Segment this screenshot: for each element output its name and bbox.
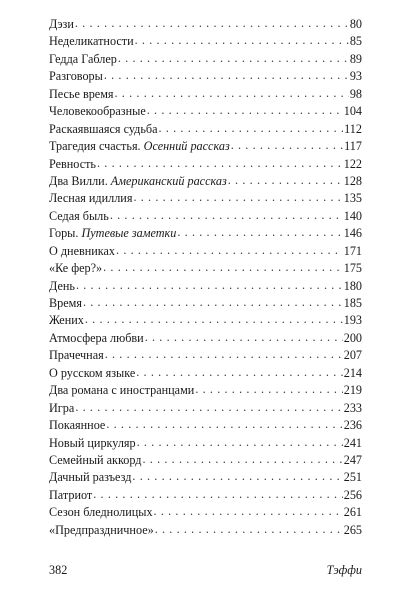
dot-leader: [155, 521, 343, 538]
toc-entry: [49, 347, 362, 364]
toc-entry-title-text: Песье время: [49, 86, 114, 101]
toc-entry-title: [49, 173, 227, 190]
toc-entry-page: 146: [343, 226, 362, 241]
dot-leader: [97, 155, 343, 172]
toc-entry-page: 122: [343, 156, 362, 171]
dot-leader: [118, 50, 349, 67]
toc-entry-title: [49, 522, 154, 539]
toc-entry: [49, 400, 362, 417]
toc-entry-title-text: Дачный разъезд: [49, 470, 132, 485]
toc-entry-page: 140: [343, 208, 362, 223]
toc-entry-page: 200: [343, 330, 362, 345]
dot-leader: [135, 32, 349, 49]
toc-entry-page: 261: [343, 505, 362, 520]
toc-entry-title: [49, 278, 75, 295]
dot-leader: [106, 416, 342, 433]
toc-entry-page: 104: [343, 104, 362, 119]
toc-entry-title: [49, 86, 114, 103]
page-number: 382: [49, 563, 68, 577]
toc-entry: [49, 190, 362, 207]
toc-entry-title-text: Седая быль: [49, 208, 109, 223]
toc-entry-page: 207: [343, 348, 362, 363]
toc-entry-page: 256: [343, 487, 362, 502]
toc-entry-title: [49, 400, 74, 417]
toc-entry-subtitle: Осенний рассказ: [143, 139, 230, 154]
dot-leader: [75, 399, 342, 416]
toc-entry-title-text: Игра: [49, 400, 75, 415]
toc-entry-title-text: Человекообразные: [49, 104, 146, 119]
toc-entry: [49, 173, 362, 190]
toc-entry: [49, 208, 362, 225]
running-author: Тэффи: [326, 563, 362, 577]
toc-entry-page: 128: [343, 173, 362, 188]
toc-entry-page: 219: [343, 383, 362, 398]
toc-entry-title-text: Два Вилли.: [49, 173, 111, 188]
dot-leader: [142, 451, 342, 468]
dot-leader: [110, 207, 343, 224]
toc-entry-title: [49, 452, 141, 469]
toc-entry: [49, 260, 362, 277]
toc-entry-title-text: Время: [49, 296, 82, 310]
toc-entry: [49, 312, 362, 329]
dot-leader: [159, 120, 344, 137]
toc-entry-page: 247: [343, 452, 362, 467]
dot-leader: [105, 346, 343, 363]
dot-leader: [132, 468, 342, 485]
toc-entry-title-text: Новый циркуляр: [49, 435, 136, 450]
dot-leader: [93, 486, 342, 503]
toc-entry-title-text: Лесная идиллия: [49, 191, 133, 206]
toc-entry-page: 98: [349, 86, 362, 101]
toc-entry-page: 117: [344, 139, 362, 154]
toc-entry-page: 93: [349, 69, 362, 84]
toc-entry: [49, 295, 362, 312]
toc-entry-title: [49, 103, 146, 120]
toc-entry-page: 80: [349, 17, 362, 31]
toc-entry-title: [49, 365, 135, 382]
toc-entry-title: [49, 51, 117, 68]
toc-entry-page: 233: [343, 400, 362, 415]
toc-entry-page: 135: [343, 191, 362, 206]
dot-leader: [133, 189, 342, 206]
dot-leader: [103, 259, 343, 276]
toc-entry: [49, 138, 362, 155]
toc-entry: [49, 435, 362, 452]
toc-entry: [49, 417, 362, 434]
toc-entry-title-text: Горы.: [49, 226, 82, 241]
toc-entry: [49, 103, 362, 120]
toc-entry-title: [49, 33, 134, 50]
table-of-contents: [49, 16, 362, 539]
toc-entry-title-text: День: [49, 278, 75, 293]
toc-entry-page: 251: [343, 470, 362, 485]
toc-entry-title: [49, 382, 194, 399]
toc-entry-title: [49, 312, 84, 329]
toc-entry-page: 214: [343, 365, 362, 380]
toc-entry-title-text: О русском языке: [49, 365, 136, 380]
toc-entry: [49, 504, 362, 521]
dot-leader: [136, 364, 342, 381]
dot-leader: [85, 311, 343, 328]
toc-entry-title-text: «Ке фер?»: [49, 261, 103, 276]
toc-entry-page: 241: [343, 435, 362, 450]
dot-leader: [75, 15, 349, 32]
toc-entry-title-text: О дневниках: [49, 243, 116, 258]
toc-entry-page: 112: [344, 121, 362, 136]
toc-entry-title: [49, 190, 132, 207]
toc-entry-title-text: Гедда Габлер: [49, 51, 117, 66]
toc-entry-title-text: Атмосфера любви: [49, 330, 144, 345]
toc-entry: [49, 16, 362, 33]
toc-entry: [49, 365, 362, 382]
toc-entry-title: [49, 138, 230, 155]
toc-entry: [49, 382, 362, 399]
page-footer: [49, 563, 362, 578]
toc-entry-page: 265: [343, 522, 362, 537]
dot-leader: [137, 434, 343, 451]
toc-entry: [49, 121, 362, 138]
toc-entry-title: [49, 225, 176, 242]
toc-entry-title-text: Прачечная: [49, 348, 104, 363]
toc-entry-title-text: Ревность: [49, 156, 96, 171]
toc-entry: [49, 68, 362, 85]
dot-leader: [195, 381, 342, 398]
toc-entry: [49, 522, 362, 539]
toc-entry-title: [49, 469, 131, 486]
dot-leader: [83, 294, 343, 311]
dot-leader: [115, 85, 349, 102]
toc-entry-title-text: Неделикатности: [49, 34, 134, 49]
toc-entry-title-text: «Предпраздничное»: [49, 522, 154, 537]
toc-entry-subtitle: Путевые заметки: [81, 226, 177, 241]
toc-entry-page: 171: [343, 243, 362, 258]
toc-entry-page: 193: [343, 313, 362, 328]
toc-entry-page: 85: [349, 34, 362, 49]
toc-entry: [49, 452, 362, 469]
toc-entry-title: [49, 295, 82, 312]
toc-entry: [49, 469, 362, 486]
dot-leader: [145, 329, 343, 346]
toc-entry: [49, 278, 362, 295]
toc-entry: [49, 487, 362, 504]
toc-entry: [49, 243, 362, 260]
dot-leader: [147, 102, 343, 119]
toc-entry-title-text: Разговоры: [49, 69, 103, 84]
toc-entry-title: [49, 347, 104, 364]
toc-entry: [49, 51, 362, 68]
toc-entry-title: [49, 330, 144, 347]
dot-leader: [76, 277, 343, 294]
toc-entry-page: 180: [343, 278, 362, 293]
dot-leader: [104, 67, 349, 84]
toc-entry: [49, 33, 362, 50]
toc-entry-title-text: Покаянное: [49, 418, 106, 433]
toc-entry: [49, 330, 362, 347]
toc-entry-page: 89: [349, 51, 362, 66]
toc-entry-title-text: Два романа с иностранцами: [49, 383, 195, 398]
toc-entry-page: 185: [343, 296, 362, 310]
toc-entry-title-text: Сезон бледнолицых: [49, 505, 153, 520]
toc-entry-title: [49, 417, 105, 434]
toc-entry-title-text: Раскаявшаяся судьба: [49, 121, 158, 136]
dot-leader: [177, 224, 342, 241]
toc-entry-title-text: Семейный аккорд: [49, 452, 142, 467]
dot-leader: [154, 503, 343, 520]
toc-entry-page: 175: [343, 261, 362, 276]
toc-entry-title-text: Жених: [49, 313, 84, 328]
toc-entry-title: [49, 504, 153, 521]
toc-entry-title: [49, 208, 109, 225]
toc-entry-title: [49, 487, 92, 504]
dot-leader: [231, 137, 343, 154]
toc-entry-title-text: Трагедия счастья.: [49, 139, 144, 154]
toc-entry: [49, 86, 362, 103]
toc-entry-subtitle: Американский рассказ: [110, 173, 227, 188]
toc-entry-title-text: Дэзи: [49, 17, 74, 31]
toc-entry-title: [49, 260, 102, 277]
toc-entry-title: [49, 16, 74, 33]
dot-leader: [228, 172, 343, 189]
toc-entry: [49, 225, 362, 242]
toc-entry-title: [49, 68, 103, 85]
toc-entry-title: [49, 243, 115, 260]
toc-entry-title-text: Патриот: [49, 487, 93, 502]
dot-leader: [116, 242, 343, 259]
toc-entry-title: [49, 435, 136, 452]
toc-entry-page: 236: [343, 418, 362, 433]
toc-entry: [49, 156, 362, 173]
toc-entry-title: [49, 156, 96, 173]
toc-entry-title: [49, 121, 158, 138]
